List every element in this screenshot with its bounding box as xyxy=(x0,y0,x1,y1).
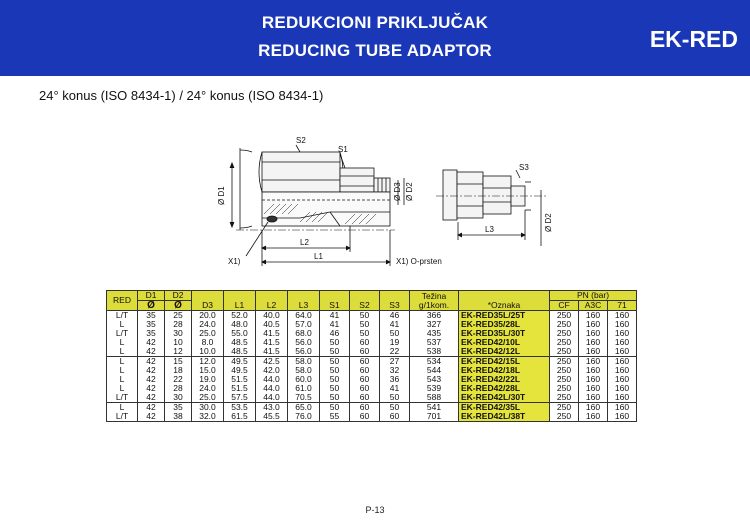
cell-s3: 50 xyxy=(380,393,410,403)
cell-s2: 60 xyxy=(350,347,380,357)
cell-s2: 60 xyxy=(350,393,380,403)
cell-red: L xyxy=(107,347,138,357)
label-l2: L2 xyxy=(300,238,309,247)
cell-oznaka: EK-RED42/22L xyxy=(459,375,550,384)
cell-cf: 250 xyxy=(550,347,579,357)
cell-w: 543 xyxy=(410,375,459,384)
cell-a3c: 160 xyxy=(579,375,608,384)
cell-l3: 68.0 xyxy=(288,329,320,338)
header-d2: D2 xyxy=(165,291,192,301)
cell-red: L/T xyxy=(107,311,138,321)
cell-l2: 41.5 xyxy=(256,338,288,347)
cell-s1: 41 xyxy=(320,311,350,321)
cell-l3: 58.0 xyxy=(288,357,320,367)
cell-s1: 50 xyxy=(320,357,350,367)
cell-a3c: 160 xyxy=(579,403,608,413)
cell-d1: 42 xyxy=(138,375,165,384)
cell-d3: 8.0 xyxy=(192,338,224,347)
cell-oznaka: EK-RED35/28L xyxy=(459,320,550,329)
cell-s3: 36 xyxy=(380,375,410,384)
cell-s3: 19 xyxy=(380,338,410,347)
cell-d3: 32.0 xyxy=(192,412,224,422)
cell-p71: 160 xyxy=(608,412,637,422)
cell-l1: 51.5 xyxy=(224,384,256,393)
cell-d2: 10 xyxy=(165,338,192,347)
cell-a3c: 160 xyxy=(579,329,608,338)
cell-d1: 42 xyxy=(138,393,165,403)
cell-s3: 46 xyxy=(380,311,410,321)
product-code: EK-RED xyxy=(649,26,738,52)
cell-oznaka: EK-RED42/18L xyxy=(459,366,550,375)
cell-d3: 24.0 xyxy=(192,320,224,329)
label-s2: S2 xyxy=(296,136,306,145)
header-l3: L3 xyxy=(288,291,320,311)
cell-w: 539 xyxy=(410,384,459,393)
label-d2-right: Ø D2 xyxy=(544,213,553,232)
cell-d1: 42 xyxy=(138,403,165,413)
cell-d2: 15 xyxy=(165,357,192,367)
header-oznaka: *Oznaka xyxy=(459,291,550,311)
cell-p71: 160 xyxy=(608,375,637,384)
cell-a3c: 160 xyxy=(579,366,608,375)
cone-standard-subtitle: 24° konus (ISO 8434-1) / 24° konus (ISO 8434-1) xyxy=(39,88,324,103)
cell-w: 544 xyxy=(410,366,459,375)
title-serbian: REDUKCIONI PRIKLJUČAK xyxy=(261,13,489,32)
cell-a3c: 160 xyxy=(579,393,608,403)
cell-oznaka: EK-RED42/15L xyxy=(459,357,550,367)
cell-l1: 55.0 xyxy=(224,329,256,338)
cell-red: L xyxy=(107,357,138,367)
cell-w: 534 xyxy=(410,357,459,367)
cell-s2: 60 xyxy=(350,384,380,393)
cell-oznaka: EK-RED35L/30T xyxy=(459,329,550,338)
cell-l1: 48.5 xyxy=(224,338,256,347)
cell-p71: 160 xyxy=(608,384,637,393)
cell-s2: 60 xyxy=(350,366,380,375)
cell-d1: 42 xyxy=(138,338,165,347)
cell-s1: 50 xyxy=(320,393,350,403)
cell-s1: 50 xyxy=(320,384,350,393)
cell-p71: 160 xyxy=(608,320,637,329)
header-weight-line2: g/1kom. xyxy=(418,299,450,310)
header-d1: D1 xyxy=(138,291,165,301)
cell-d2: 25 xyxy=(165,311,192,321)
cell-l2: 42.5 xyxy=(256,357,288,367)
cell-s2: 60 xyxy=(350,375,380,384)
cell-s1: 50 xyxy=(320,366,350,375)
cell-d2: 38 xyxy=(165,412,192,422)
cell-s3: 41 xyxy=(380,320,410,329)
cell-s2: 50 xyxy=(350,320,380,329)
cell-w: 541 xyxy=(410,403,459,413)
cell-p71: 160 xyxy=(608,357,637,367)
header-weight xyxy=(410,291,459,311)
cell-cf: 250 xyxy=(550,357,579,367)
cell-p71: 160 xyxy=(608,393,637,403)
cell-cf: 250 xyxy=(550,403,579,413)
cell-s2: 60 xyxy=(350,338,380,347)
cell-s1: 46 xyxy=(320,329,350,338)
cell-p71: 160 xyxy=(608,329,637,338)
cell-d2: 35 xyxy=(165,403,192,413)
cell-l3: 65.0 xyxy=(288,403,320,413)
cell-d3: 30.0 xyxy=(192,403,224,413)
header-a3c: A3C xyxy=(579,301,608,311)
cell-red: L xyxy=(107,384,138,393)
cell-l2: 45.5 xyxy=(256,412,288,422)
cell-l1: 48.0 xyxy=(224,320,256,329)
cell-l1: 61.5 xyxy=(224,412,256,422)
cell-p71: 160 xyxy=(608,366,637,375)
header-weight-line1: Težina xyxy=(421,290,447,301)
cell-l1: 51.5 xyxy=(224,375,256,384)
cell-l2: 40.5 xyxy=(256,320,288,329)
cell-cf: 250 xyxy=(550,338,579,347)
cell-l3: 60.0 xyxy=(288,375,320,384)
title-english: REDUCING TUBE ADAPTOR xyxy=(258,41,492,60)
cell-s1: 55 xyxy=(320,412,350,422)
cell-w: 537 xyxy=(410,338,459,347)
cell-w: 701 xyxy=(410,412,459,422)
header-s3: S3 xyxy=(380,291,410,311)
cell-p71: 160 xyxy=(608,311,637,321)
cell-a3c: 160 xyxy=(579,320,608,329)
cell-p71: 160 xyxy=(608,338,637,347)
cell-red: L/T xyxy=(107,393,138,403)
cell-cf: 250 xyxy=(550,329,579,338)
cell-w: 327 xyxy=(410,320,459,329)
cell-l2: 40.0 xyxy=(256,311,288,321)
cell-s3: 27 xyxy=(380,357,410,367)
cell-d3: 12.0 xyxy=(192,357,224,367)
cell-red: L xyxy=(107,338,138,347)
cell-d3: 25.0 xyxy=(192,329,224,338)
cell-d1: 42 xyxy=(138,412,165,422)
cell-s2: 60 xyxy=(350,357,380,367)
cell-s1: 50 xyxy=(320,403,350,413)
cell-d3: 19.0 xyxy=(192,375,224,384)
header-d3: D3 xyxy=(192,291,224,311)
cell-d1: 42 xyxy=(138,347,165,357)
page-number: P-13 xyxy=(365,505,385,515)
cell-l3: 56.0 xyxy=(288,347,320,357)
label-d3: Ø D3 xyxy=(393,182,402,201)
cell-l2: 44.0 xyxy=(256,384,288,393)
cell-p71: 160 xyxy=(608,347,637,357)
cell-oznaka: EK-RED42/10L xyxy=(459,338,550,347)
cell-s3: 22 xyxy=(380,347,410,357)
label-d2: Ø D2 xyxy=(405,182,414,201)
cell-d1: 35 xyxy=(138,311,165,321)
cell-l3: 76.0 xyxy=(288,412,320,422)
cell-s1: 50 xyxy=(320,375,350,384)
label-l1: L1 xyxy=(314,252,323,261)
cell-oznaka: EK-RED42/28L xyxy=(459,384,550,393)
cell-a3c: 160 xyxy=(579,347,608,357)
cell-w: 538 xyxy=(410,347,459,357)
cell-w: 435 xyxy=(410,329,459,338)
cell-cf: 250 xyxy=(550,384,579,393)
cell-a3c: 160 xyxy=(579,412,608,422)
cell-cf: 250 xyxy=(550,311,579,321)
cell-s2: 60 xyxy=(350,403,380,413)
cell-d1: 35 xyxy=(138,320,165,329)
table-row xyxy=(107,412,637,422)
cell-s3: 50 xyxy=(380,403,410,413)
header-l2: L2 xyxy=(256,291,288,311)
cell-l2: 42.0 xyxy=(256,366,288,375)
label-d1: Ø D1 xyxy=(217,186,226,205)
cell-l1: 52.0 xyxy=(224,311,256,321)
cell-a3c: 160 xyxy=(579,338,608,347)
cell-s1: 50 xyxy=(320,338,350,347)
cell-d2: 28 xyxy=(165,384,192,393)
cell-d3: 20.0 xyxy=(192,311,224,321)
cell-red: L/T xyxy=(107,412,138,422)
cell-s3: 50 xyxy=(380,329,410,338)
cell-d3: 15.0 xyxy=(192,366,224,375)
label-s1: S1 xyxy=(338,145,348,154)
cell-d2: 30 xyxy=(165,329,192,338)
cell-cf: 250 xyxy=(550,375,579,384)
cell-l3: 57.0 xyxy=(288,320,320,329)
cell-l1: 49.5 xyxy=(224,357,256,367)
cell-cf: 250 xyxy=(550,320,579,329)
cell-s3: 60 xyxy=(380,412,410,422)
cell-red: L xyxy=(107,320,138,329)
cell-l3: 58.0 xyxy=(288,366,320,375)
header-phi-d2: Ø xyxy=(165,301,192,311)
label-s3: S3 xyxy=(519,163,529,172)
cell-d1: 42 xyxy=(138,366,165,375)
cell-a3c: 160 xyxy=(579,384,608,393)
cell-cf: 250 xyxy=(550,366,579,375)
cell-d2: 18 xyxy=(165,366,192,375)
cell-d1: 42 xyxy=(138,357,165,367)
cell-w: 366 xyxy=(410,311,459,321)
cell-l2: 44.0 xyxy=(256,393,288,403)
dimensions-table xyxy=(106,290,637,422)
cell-d2: 12 xyxy=(165,347,192,357)
cell-red: L/T xyxy=(107,329,138,338)
dimensions-table-wrapper xyxy=(106,290,637,422)
cell-l2: 41.5 xyxy=(256,329,288,338)
label-oring-note: X1) O-prsten xyxy=(396,257,442,266)
cell-l2: 43.0 xyxy=(256,403,288,413)
cell-d2: 28 xyxy=(165,320,192,329)
cell-s3: 32 xyxy=(380,366,410,375)
cell-cf: 250 xyxy=(550,393,579,403)
cell-red: L xyxy=(107,375,138,384)
header-s2: S2 xyxy=(350,291,380,311)
cell-d1: 42 xyxy=(138,384,165,393)
header-s1: S1 xyxy=(320,291,350,311)
cell-p71: 160 xyxy=(608,403,637,413)
cell-d3: 10.0 xyxy=(192,347,224,357)
cell-a3c: 160 xyxy=(579,311,608,321)
cell-d2: 22 xyxy=(165,375,192,384)
cell-red: L xyxy=(107,366,138,375)
cell-s1: 50 xyxy=(320,347,350,357)
cell-d1: 35 xyxy=(138,329,165,338)
cell-red: L xyxy=(107,403,138,413)
label-x1: X1) xyxy=(228,257,241,266)
cell-l1: 53.5 xyxy=(224,403,256,413)
cell-l3: 64.0 xyxy=(288,311,320,321)
cell-d3: 24.0 xyxy=(192,384,224,393)
cell-oznaka: EK-RED42/35L xyxy=(459,403,550,413)
cell-s2: 60 xyxy=(350,412,380,422)
cell-l2: 44.0 xyxy=(256,375,288,384)
label-l3: L3 xyxy=(485,225,494,234)
cell-oznaka: EK-RED35L/25T xyxy=(459,311,550,321)
header-l1: L1 xyxy=(224,291,256,311)
cell-oznaka: EK-RED42/12L xyxy=(459,347,550,357)
cell-s1: 41 xyxy=(320,320,350,329)
cell-s2: 50 xyxy=(350,311,380,321)
header-red: RED xyxy=(107,291,138,311)
cell-l3: 56.0 xyxy=(288,338,320,347)
cell-l1: 49.5 xyxy=(224,366,256,375)
cell-l1: 48.5 xyxy=(224,347,256,357)
cell-l3: 61.0 xyxy=(288,384,320,393)
header-phi-d1: Ø xyxy=(138,301,165,311)
cell-s2: 50 xyxy=(350,329,380,338)
table-body xyxy=(107,311,637,422)
cell-l1: 57.5 xyxy=(224,393,256,403)
cell-oznaka: EK-RED42L/30T xyxy=(459,393,550,403)
header-cf: CF xyxy=(550,301,579,311)
cell-d3: 25.0 xyxy=(192,393,224,403)
cell-s3: 41 xyxy=(380,384,410,393)
header-pn: PN (bar) xyxy=(550,291,637,301)
cell-a3c: 160 xyxy=(579,357,608,367)
cell-w: 588 xyxy=(410,393,459,403)
cell-l3: 70.5 xyxy=(288,393,320,403)
cell-cf: 250 xyxy=(550,412,579,422)
cell-l2: 41.5 xyxy=(256,347,288,357)
cell-d2: 30 xyxy=(165,393,192,403)
cell-oznaka: EK-RED42L/38T xyxy=(459,412,550,422)
header-71: 71 xyxy=(608,301,637,311)
